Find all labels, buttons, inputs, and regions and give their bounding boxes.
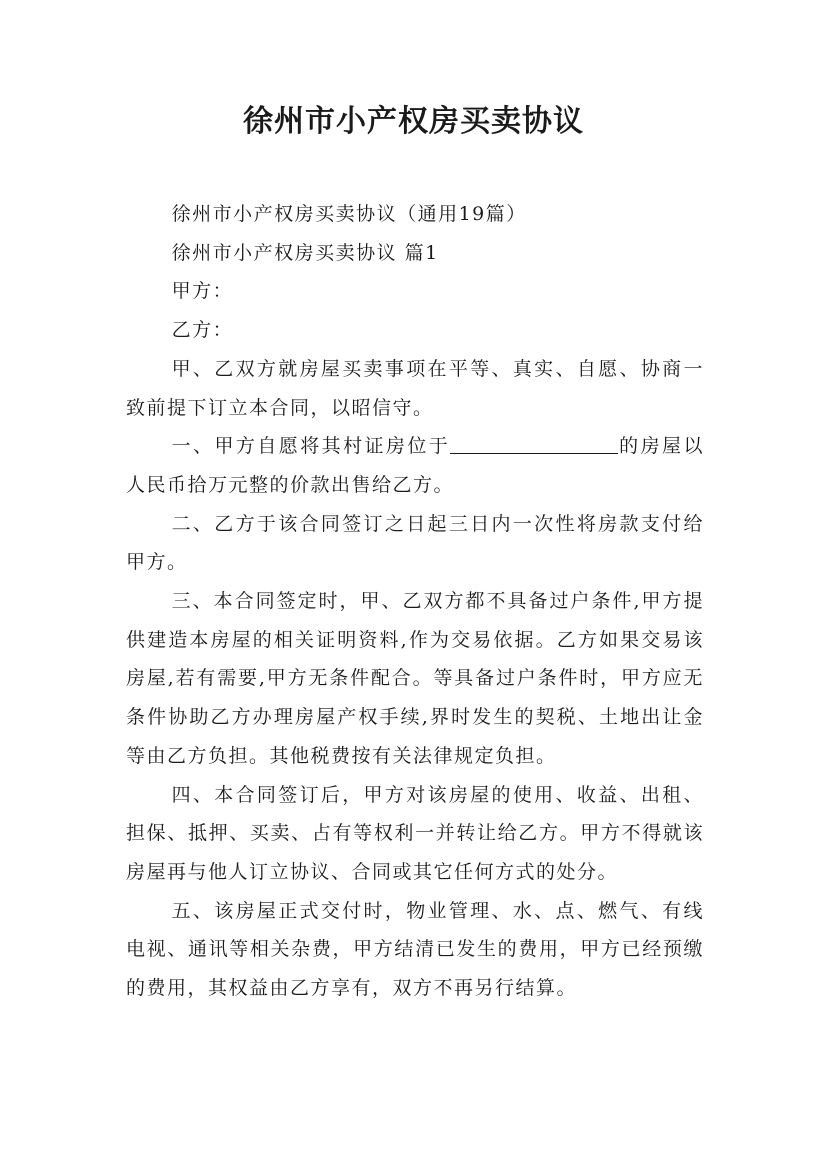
- clause-5-paragraph: 五、该房屋正式交付时，物业管理、水、点、燃气、有线电视、通讯等相关杂费，甲方结清已发生的费用，甲方已经预缴的费用，其权益由乙方享有，双方不再另行结算。: [126, 899, 704, 1000]
- clause-2-paragraph: 二、乙方于该合同签订之日起三日内一次性将房款支付给甲方。: [126, 512, 704, 574]
- address-blank-line: [450, 433, 618, 454]
- document-title: 徐州市小产权房买卖协议: [243, 104, 584, 139]
- clause-3-paragraph: 三、本合同签定时，甲、乙双方都不具备过户条件,甲方提供建造本房屋的相关证明资料,作为交易依据。乙方如果交易该房屋,若有需要,甲方无条件配合。等具备过户条件时，甲方应无条件协助乙方办理房屋产权手续,界时发生的契税、土地出让金等由乙方负担。其他税费按有关法律规定负担。: [126, 590, 704, 767]
- section-heading: 徐州市小产权房买卖协议 篇1: [171, 241, 439, 264]
- clause-4-paragraph: 四、本合同签订后，甲方对该房屋的使用、收益、出租、担保、抵押、买卖、占有等权利一并转让给乙方。甲方不得就该房屋再与他人订立协议、合同或其它任何方式的处分。: [126, 783, 704, 883]
- party-b-line: 乙方：: [171, 319, 234, 342]
- preamble-paragraph: 甲、乙双方就房屋买卖事项在平等、真实、自愿、协商一致前提下订立本合同，以昭信守。: [126, 357, 704, 419]
- document-body: [126, 195, 704, 1008]
- clause-1-paragraph: [126, 427, 704, 504]
- clause-1-text-after: 的房屋以人民币拾万元整的价款出售给乙方。: [126, 435, 704, 496]
- clause-1-text-before: 一、甲方自愿将其村证房位于: [171, 435, 451, 458]
- subtitle-paragraph: 徐州市小产权房买卖协议（通用19篇）: [171, 203, 527, 225]
- party-a-line: 甲方：: [171, 280, 234, 303]
